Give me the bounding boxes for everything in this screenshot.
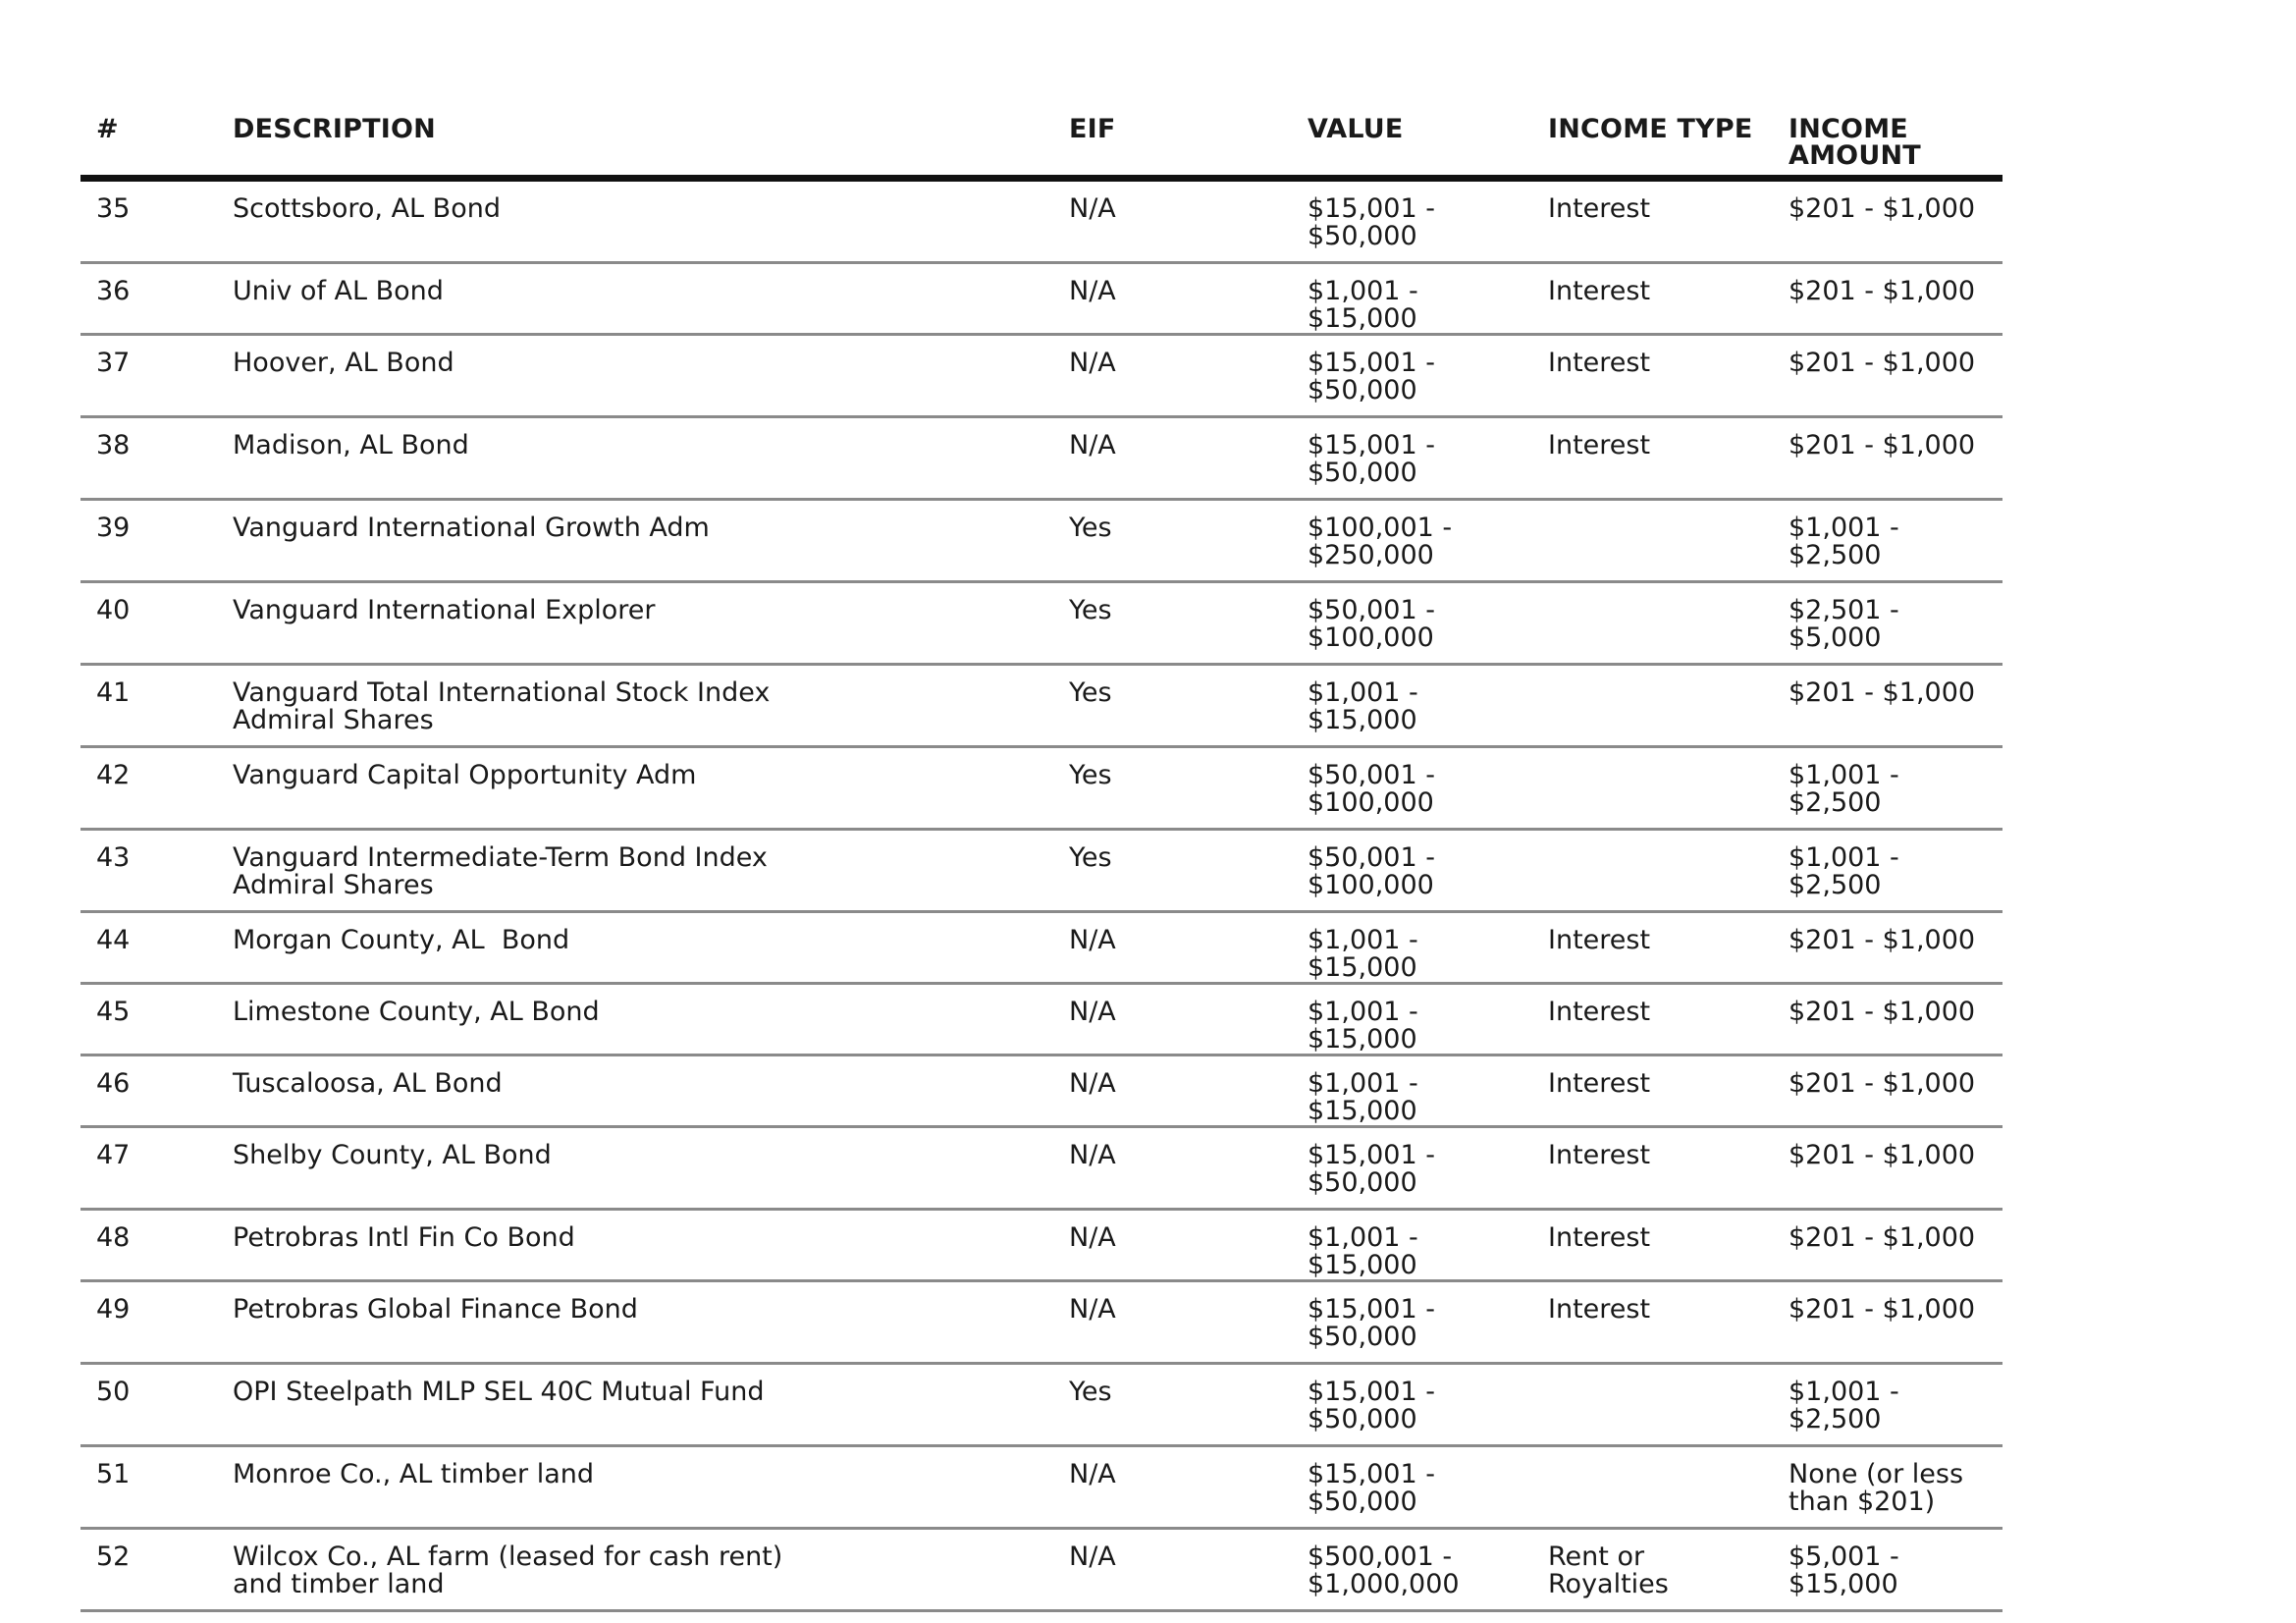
cell-income-type — [1532, 335, 1773, 417]
cell-eif: Yes — [1053, 582, 1292, 665]
cell-eif: N/A — [1053, 1127, 1292, 1210]
cell-eif: N/A — [1053, 1529, 1292, 1611]
cell-income-type — [1532, 582, 1773, 665]
header-income-type: INCOME TYPE — [1532, 110, 1773, 179]
cell-num: 36 — [80, 263, 217, 335]
cell-description — [217, 984, 1053, 1055]
cell-income-type — [1532, 1210, 1773, 1281]
cell-eif: N/A — [1053, 1055, 1292, 1127]
value-text: $50,001 - $100,000 — [1308, 842, 1435, 900]
cell-income-type — [1532, 1364, 1773, 1446]
cell-value — [1292, 263, 1532, 335]
cell-num: 52 — [80, 1529, 217, 1611]
cell-value — [1292, 417, 1532, 500]
table-row — [80, 335, 2002, 417]
income-amount-text: $201 - $1,000 — [1789, 1222, 1976, 1253]
table-row — [80, 582, 2002, 665]
description-text: Vanguard International Explorer — [233, 595, 656, 625]
table-row — [80, 417, 2002, 500]
cell-income-amount — [1773, 984, 2002, 1055]
cell-eif: Yes — [1053, 1364, 1292, 1446]
cell-num: 35 — [80, 179, 217, 263]
income-amount-text: $2,501 - $5,000 — [1789, 595, 1899, 653]
cell-income-amount — [1773, 1446, 2002, 1529]
cell-description — [217, 1364, 1053, 1446]
description-text: Hoover, AL Bond — [233, 348, 454, 378]
cell-description — [217, 830, 1053, 912]
description-text: Tuscaloosa, AL Bond — [233, 1068, 503, 1099]
table-row — [80, 830, 2002, 912]
value-text: $15,001 - $50,000 — [1308, 1140, 1435, 1198]
income-type-text: Interest — [1548, 1222, 1651, 1253]
header-income-amount-label: INCOME AMOUNT — [1789, 114, 1921, 171]
header-income-amount — [1773, 110, 2002, 179]
cell-num: 47 — [80, 1127, 217, 1210]
income-amount-text: $1,001 - $2,500 — [1789, 1377, 1899, 1434]
cell-description — [217, 1529, 1053, 1611]
income-type-text: Interest — [1548, 430, 1651, 460]
cell-num: 49 — [80, 1281, 217, 1364]
cell-num: 39 — [80, 500, 217, 582]
cell-value — [1292, 747, 1532, 830]
cell-eif: Yes — [1053, 665, 1292, 747]
table-row — [80, 1055, 2002, 1127]
cell-description — [217, 417, 1053, 500]
table-row — [80, 1281, 2002, 1364]
cell-value — [1292, 500, 1532, 582]
value-text: $15,001 - $50,000 — [1308, 430, 1435, 488]
cell-value — [1292, 665, 1532, 747]
cell-value — [1292, 582, 1532, 665]
cell-income-amount — [1773, 1055, 2002, 1127]
value-text: $1,001 - $15,000 — [1308, 997, 1418, 1055]
cell-income-type — [1532, 263, 1773, 335]
table-row — [80, 1446, 2002, 1529]
table-row — [80, 1127, 2002, 1210]
income-amount-text: $201 - $1,000 — [1789, 997, 1976, 1027]
cell-income-type — [1532, 500, 1773, 582]
header-row — [80, 110, 2002, 179]
description-text: Univ of AL Bond — [233, 276, 444, 306]
cell-eif: N/A — [1053, 263, 1292, 335]
cell-income-type — [1532, 747, 1773, 830]
cell-description — [217, 1127, 1053, 1210]
cell-eif: N/A — [1053, 417, 1292, 500]
cell-income-amount — [1773, 1127, 2002, 1210]
cell-income-type — [1532, 1127, 1773, 1210]
description-text: Vanguard Intermediate-Term Bond Index Admiral Shares — [233, 842, 768, 900]
description-text: OPI Steelpath MLP SEL 40C Mutual Fund — [233, 1377, 765, 1407]
cell-eif: Yes — [1053, 500, 1292, 582]
value-text: $1,001 - $15,000 — [1308, 1222, 1418, 1280]
table-row — [80, 912, 2002, 984]
table-row — [80, 1364, 2002, 1446]
cell-description — [217, 335, 1053, 417]
income-amount-text: $201 - $1,000 — [1789, 348, 1976, 378]
income-type-text: Rent or Royalties — [1548, 1542, 1669, 1599]
income-type-text: Interest — [1548, 1068, 1651, 1099]
cell-num: 48 — [80, 1210, 217, 1281]
cell-eif: N/A — [1053, 335, 1292, 417]
value-text: $1,001 - $15,000 — [1308, 677, 1418, 735]
header-description: DESCRIPTION — [217, 110, 1053, 179]
cell-value — [1292, 1210, 1532, 1281]
cell-description — [217, 500, 1053, 582]
cell-value — [1292, 984, 1532, 1055]
table-row — [80, 500, 2002, 582]
table-body — [80, 179, 2002, 1611]
cell-eif: N/A — [1053, 1446, 1292, 1529]
value-text: $15,001 - $50,000 — [1308, 348, 1435, 406]
table-row — [80, 179, 2002, 263]
cell-value — [1292, 179, 1532, 263]
cell-income-amount — [1773, 179, 2002, 263]
description-text: Scottsboro, AL Bond — [233, 193, 501, 224]
value-text: $15,001 - $50,000 — [1308, 1294, 1435, 1352]
description-text: Monroe Co., AL timber land — [233, 1459, 595, 1489]
description-text: Vanguard Capital Opportunity Adm — [233, 760, 697, 790]
description-text: Vanguard Total International Stock Index Admiral Shares — [233, 677, 771, 735]
cell-income-amount — [1773, 830, 2002, 912]
cell-num: 46 — [80, 1055, 217, 1127]
table-row — [80, 665, 2002, 747]
description-text: Shelby County, AL Bond — [233, 1140, 552, 1170]
value-text: $1,001 - $15,000 — [1308, 276, 1418, 334]
cell-description — [217, 665, 1053, 747]
cell-eif: N/A — [1053, 912, 1292, 984]
income-type-text: Interest — [1548, 997, 1651, 1027]
description-text: Petrobras Intl Fin Co Bond — [233, 1222, 575, 1253]
table-row — [80, 984, 2002, 1055]
cell-num: 45 — [80, 984, 217, 1055]
cell-income-type — [1532, 830, 1773, 912]
cell-value — [1292, 335, 1532, 417]
income-amount-text: $201 - $1,000 — [1789, 276, 1976, 306]
cell-num: 43 — [80, 830, 217, 912]
cell-eif: Yes — [1053, 830, 1292, 912]
cell-income-type — [1532, 984, 1773, 1055]
cell-eif: N/A — [1053, 179, 1292, 263]
cell-num: 42 — [80, 747, 217, 830]
value-text: $50,001 - $100,000 — [1308, 760, 1435, 818]
description-text: Wilcox Co., AL farm (leased for cash rent) and timber land — [233, 1542, 783, 1599]
table-row — [80, 263, 2002, 335]
value-text: $1,001 - $15,000 — [1308, 925, 1418, 983]
cell-income-amount — [1773, 665, 2002, 747]
cell-num: 41 — [80, 665, 217, 747]
table-header — [80, 110, 2002, 179]
cell-income-amount — [1773, 1364, 2002, 1446]
cell-description — [217, 179, 1053, 263]
income-type-text: Interest — [1548, 925, 1651, 955]
cell-income-amount — [1773, 335, 2002, 417]
income-amount-text: $201 - $1,000 — [1789, 430, 1976, 460]
description-text: Morgan County, AL Bond — [233, 925, 570, 955]
cell-value — [1292, 830, 1532, 912]
cell-income-amount — [1773, 263, 2002, 335]
income-amount-text: None (or less than $201) — [1789, 1459, 1964, 1517]
cell-description — [217, 1055, 1053, 1127]
cell-income-type — [1532, 665, 1773, 747]
cell-value — [1292, 1127, 1532, 1210]
income-amount-text: $201 - $1,000 — [1789, 925, 1976, 955]
income-amount-text: $201 - $1,000 — [1789, 1294, 1976, 1325]
cell-value — [1292, 1281, 1532, 1364]
cell-value — [1292, 1055, 1532, 1127]
income-amount-text: $201 - $1,000 — [1789, 677, 1976, 708]
cell-num: 37 — [80, 335, 217, 417]
cell-eif: N/A — [1053, 1281, 1292, 1364]
cell-income-type — [1532, 179, 1773, 263]
cell-income-type — [1532, 1055, 1773, 1127]
cell-num: 38 — [80, 417, 217, 500]
cell-num: 40 — [80, 582, 217, 665]
income-type-text: Interest — [1548, 348, 1651, 378]
income-amount-text: $201 - $1,000 — [1789, 1140, 1976, 1170]
cell-income-type — [1532, 417, 1773, 500]
cell-income-type — [1532, 1529, 1773, 1611]
income-amount-text: $201 - $1,000 — [1789, 1068, 1976, 1099]
income-type-text: Interest — [1548, 1140, 1651, 1170]
cell-income-amount — [1773, 1529, 2002, 1611]
cell-income-amount — [1773, 912, 2002, 984]
cell-income-type — [1532, 912, 1773, 984]
cell-income-amount — [1773, 747, 2002, 830]
income-type-text: Interest — [1548, 193, 1651, 224]
table-row — [80, 1529, 2002, 1611]
cell-value — [1292, 1529, 1532, 1611]
income-amount-text: $201 - $1,000 — [1789, 193, 1976, 224]
holdings-table — [80, 110, 2002, 1612]
cell-value — [1292, 1364, 1532, 1446]
cell-description — [217, 1281, 1053, 1364]
description-text: Petrobras Global Finance Bond — [233, 1294, 638, 1325]
income-type-text: Interest — [1548, 1294, 1651, 1325]
cell-value — [1292, 912, 1532, 984]
income-type-text: Interest — [1548, 276, 1651, 306]
header-num: # — [80, 110, 217, 179]
cell-income-amount — [1773, 582, 2002, 665]
cell-eif: Yes — [1053, 747, 1292, 830]
header-value: VALUE — [1292, 110, 1532, 179]
cell-description — [217, 582, 1053, 665]
value-text: $15,001 - $50,000 — [1308, 1377, 1435, 1434]
header-eif: EIF — [1053, 110, 1292, 179]
value-text: $500,001 - $1,000,000 — [1308, 1542, 1460, 1599]
value-text: $15,001 - $50,000 — [1308, 1459, 1435, 1517]
income-amount-text: $1,001 - $2,500 — [1789, 842, 1899, 900]
cell-value — [1292, 1446, 1532, 1529]
value-text: $15,001 - $50,000 — [1308, 193, 1435, 251]
cell-description — [217, 747, 1053, 830]
cell-num: 44 — [80, 912, 217, 984]
cell-description — [217, 912, 1053, 984]
value-text: $50,001 - $100,000 — [1308, 595, 1435, 653]
cell-income-amount — [1773, 500, 2002, 582]
cell-description — [217, 1446, 1053, 1529]
cell-income-type — [1532, 1281, 1773, 1364]
cell-num: 51 — [80, 1446, 217, 1529]
cell-eif: N/A — [1053, 984, 1292, 1055]
table-row — [80, 747, 2002, 830]
cell-income-type — [1532, 1446, 1773, 1529]
cell-income-amount — [1773, 1281, 2002, 1364]
description-text: Limestone County, AL Bond — [233, 997, 600, 1027]
value-text: $100,001 - $250,000 — [1308, 513, 1453, 570]
description-text: Madison, AL Bond — [233, 430, 469, 460]
cell-description — [217, 263, 1053, 335]
cell-description — [217, 1210, 1053, 1281]
cell-eif: N/A — [1053, 1210, 1292, 1281]
cell-income-amount — [1773, 417, 2002, 500]
description-text: Vanguard International Growth Adm — [233, 513, 710, 543]
value-text: $1,001 - $15,000 — [1308, 1068, 1418, 1126]
income-amount-text: $1,001 - $2,500 — [1789, 760, 1899, 818]
cell-num: 50 — [80, 1364, 217, 1446]
income-amount-text: $1,001 - $2,500 — [1789, 513, 1899, 570]
table-row — [80, 1210, 2002, 1281]
cell-income-amount — [1773, 1210, 2002, 1281]
income-amount-text: $5,001 - $15,000 — [1789, 1542, 1899, 1599]
